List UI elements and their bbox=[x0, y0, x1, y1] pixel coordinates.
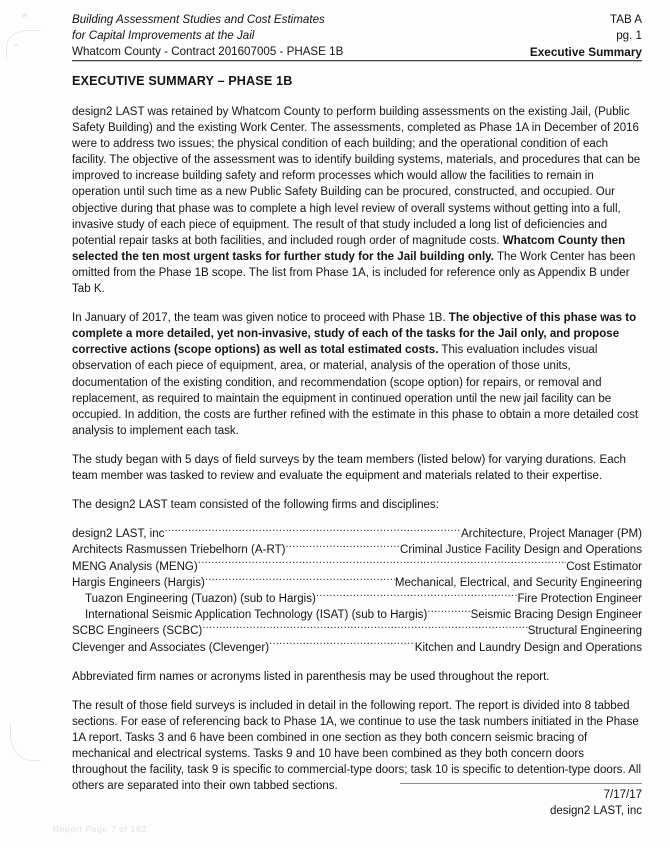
firm-row bbox=[72, 591, 642, 607]
paragraph-field-surveys: The study began with 5 days of field surveys by the team members (listed below) for varying durations. Each team member was tasked to review and evaluate the equipment and materials related to their expertise. bbox=[72, 453, 626, 482]
firm-name: Hargis Engineers (Hargis) bbox=[72, 576, 205, 589]
firm-row bbox=[72, 640, 642, 656]
paragraph-phase1b-text-c: This evaluation includes visual observation of each piece of equipment, area, or material, analysis of the operation of those units, documentation of the existing condition, and recommendation (scope option) for repairs, or removal and replacement, as required to maintain the equipment in continued operation until the new jail facility can be occupied. In addition, the costs are further refined with the estimate in this phase to obtain a more detailed cost analysis to implement each task. bbox=[72, 344, 639, 437]
firm-name: SCBC Engineers (SCBC) bbox=[72, 625, 203, 638]
firm-discipline-list bbox=[72, 526, 642, 656]
footer-firm: design2 LAST, inc bbox=[549, 805, 642, 818]
firm-role: Kitchen and Laundry Design and Operations bbox=[414, 641, 642, 654]
firm-role: Seismic Bracing Design Engineer bbox=[470, 609, 642, 622]
document-header bbox=[72, 12, 642, 61]
header-contract-line: Whatcom County - Contract 201607005 - PHASE 1B bbox=[72, 45, 344, 59]
paragraph-overview-emphasis: Whatcom County then selected the ten most urgent tasks for further study for the Jail building only. bbox=[72, 234, 626, 263]
footer-divider bbox=[400, 783, 642, 784]
firm-name: Clevenger and Associates (Clevenger) bbox=[72, 641, 270, 654]
header-divider bbox=[72, 60, 642, 61]
paragraph-abbreviations: Abbreviated firm names or acronyms listed in parenthesis may be used throughout the report. bbox=[72, 670, 550, 683]
document-body bbox=[72, 104, 642, 807]
scan-artifact-curve bbox=[10, 724, 41, 761]
header-title-line-1: Building Assessment Studies and Cost Estimates bbox=[72, 13, 325, 26]
dot-leader bbox=[427, 607, 470, 618]
firm-row bbox=[72, 559, 642, 575]
header-left-block bbox=[72, 12, 343, 61]
scan-artifact-speck bbox=[22, 13, 28, 18]
firm-row bbox=[72, 542, 642, 558]
header-section-label: Executive Summary bbox=[529, 45, 642, 60]
firm-name: International Seismic Application Technology (ISAT) (sub to Hargis) bbox=[85, 609, 428, 622]
firm-role: Cost Estimator bbox=[566, 560, 642, 573]
dot-leader bbox=[164, 526, 461, 537]
header-page-number: pg. 1 bbox=[616, 29, 642, 43]
paragraph-overview-text-a: design2 LAST was retained by Whatcom County to perform building assessments on the existing Jail, (Public Safety Building) and the existing Work Center. The assessments, completed as Phase 1A in December of 2016 were to address two issues; the physical condition of each building; and the operational condition of each facility. The objective of the assessment was to identify building systems, materials, and procedures that can be improved to increase building safety and reform processes which would allow the facilities to remain in operation until such time as a new Public Safety Building can be procured, constructed, and occupied. Our objective during that phase was to complete a high level review of overall systems without getting into a full, invasive study of each piece of equipment. The result of that study included a long list of deficiencies and potential repair tasks at both facilities, and included rough order of magnitude costs. bbox=[72, 106, 641, 247]
header-right-block bbox=[530, 12, 642, 61]
firm-role: Fire Protection Engineer bbox=[517, 592, 642, 605]
dot-leader bbox=[205, 575, 395, 586]
dot-leader bbox=[202, 623, 527, 634]
paragraph-overview-text-c: The Work Center has been omitted from the Phase 1B scope. The list from Phase 1A, is included for reference only as Appendix B under Tab K. bbox=[72, 250, 636, 296]
firm-role: Structural Engineering bbox=[527, 625, 642, 638]
firm-name: Architects Rasmussen Triebelhorn (A-RT) bbox=[72, 544, 286, 557]
paragraph-report-structure: The result of those field surveys is included in detail in the following report. The report is divided into 8 tabbed sections. For ease of referencing back to Phase 1A, we continue to use the task numbers initiated in the Phase 1A report. Tasks 3 and 6 have been combined in one section as they both concern seismic bracing of mechanical and electrical systems. Tasks 9 and 10 have been combined as they both concern doors throughout the facility, task 9 is specific to commercial-type doors; task 10 is specific to detention-type doors. All others are separated into their own tabbed sections. bbox=[72, 699, 642, 793]
dot-leader bbox=[316, 591, 518, 602]
paragraph-overview bbox=[72, 104, 642, 297]
firm-row bbox=[72, 526, 642, 542]
dot-leader bbox=[285, 542, 400, 553]
firm-role: Mechanical, Electrical, and Security Engineering bbox=[394, 576, 642, 589]
paragraph-team-intro: The design2 LAST team consisted of the following firms and disciplines: bbox=[72, 499, 439, 512]
dot-leader bbox=[198, 559, 567, 570]
page-title: EXECUTIVE SUMMARY – PHASE 1B bbox=[72, 74, 293, 88]
footer-date: 7/17/17 bbox=[603, 789, 642, 801]
paragraph-phase1b-text-a: In January of 2017, the team was given notice to proceed with Phase 1B. bbox=[72, 312, 449, 325]
report-page-stamp: Report Page 7 of 182 bbox=[53, 824, 147, 834]
dot-leader bbox=[269, 640, 415, 651]
firm-name: MENG Analysis (MENG) bbox=[72, 560, 198, 573]
firm-name: Tuazon Engineering (Tuazon) (sub to Hargis) bbox=[85, 592, 316, 605]
firm-name: design2 LAST, inc bbox=[72, 528, 165, 541]
header-tab-label: TAB A bbox=[609, 13, 642, 26]
firm-row bbox=[72, 575, 642, 591]
paragraph-phase1b-emphasis: The objective of this phase was to complete a more detailed, yet non-invasive, study of each of the tasks for the Jail only, and propose corrective actions (scope options) as well as total estimated costs. bbox=[72, 312, 637, 357]
document-footer bbox=[550, 787, 642, 819]
firm-role: Criminal Justice Facility Design and Operations bbox=[400, 544, 642, 557]
scan-artifact-curve bbox=[6, 30, 41, 59]
firm-row bbox=[72, 623, 642, 639]
firm-row bbox=[72, 607, 642, 623]
header-title-line-2: for Capital Improvements at the Jail bbox=[72, 29, 255, 43]
firm-role: Architecture, Project Manager (PM) bbox=[461, 528, 642, 541]
paragraph-phase1b-objective bbox=[72, 310, 642, 439]
